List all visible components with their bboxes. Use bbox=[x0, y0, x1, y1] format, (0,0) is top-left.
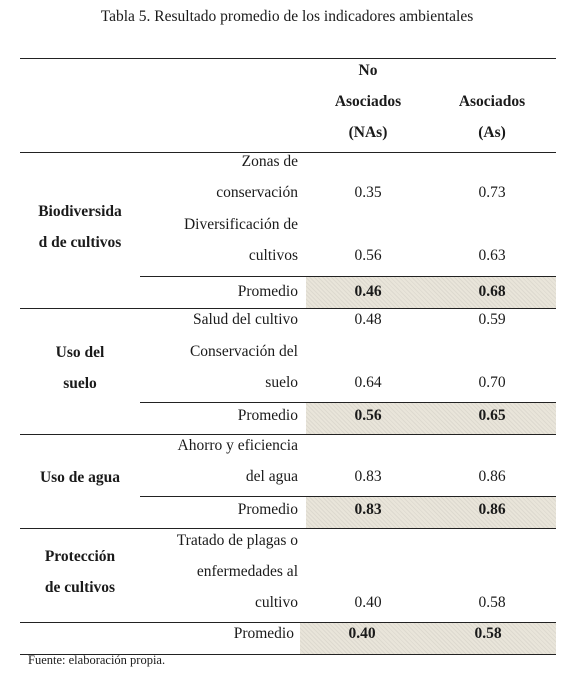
average-nas: 0.46 bbox=[354, 283, 382, 300]
average-label: Promedio bbox=[237, 501, 298, 518]
value-as: 0.59 bbox=[478, 311, 506, 328]
value-as: 0.70 bbox=[478, 374, 506, 391]
category-uso-de-agua: Uso de agua bbox=[39, 469, 121, 486]
indicator-label: Salud del cultivo bbox=[192, 311, 298, 328]
average-nas: 0.83 bbox=[354, 501, 382, 518]
value-nas: 0.83 bbox=[354, 468, 382, 485]
value-nas: 0.35 bbox=[354, 184, 382, 201]
value-nas: 0.64 bbox=[354, 374, 382, 391]
average-label: Promedio bbox=[233, 625, 294, 642]
top-rule bbox=[20, 58, 556, 59]
header-no-asociados: No Asociados (NAs) bbox=[334, 62, 402, 141]
value-nas: 0.48 bbox=[354, 311, 382, 328]
value-as: 0.63 bbox=[478, 247, 506, 264]
value-as: 0.73 bbox=[478, 184, 506, 201]
average-as: 0.58 bbox=[474, 625, 502, 642]
average-label: Promedio bbox=[237, 283, 298, 300]
indicator-label: Diversificación de cultivos bbox=[183, 216, 298, 264]
source-note: Fuente: elaboración propia. bbox=[28, 653, 166, 667]
category-proteccion-de-cultivos: Protección de cultivos bbox=[44, 548, 116, 596]
value-as: 0.58 bbox=[478, 594, 506, 611]
average-as: 0.86 bbox=[478, 501, 506, 518]
indicator-label: Conservación del suelo bbox=[189, 343, 298, 391]
header-asociados: Asociados (As) bbox=[458, 93, 526, 141]
average-nas: 0.40 bbox=[348, 625, 376, 642]
value-nas: 0.56 bbox=[354, 247, 382, 264]
average-as: 0.65 bbox=[478, 407, 506, 424]
indicator-label: Tratado de plagas o enfermedades al cultivo bbox=[176, 532, 298, 611]
average-label: Promedio bbox=[237, 407, 298, 424]
category-biodiversidad: Biodiversida d de cultivos bbox=[38, 203, 122, 251]
category-uso-del-suelo: Uso del suelo bbox=[55, 344, 105, 392]
average-nas: 0.56 bbox=[354, 407, 382, 424]
table-caption: Tabla 5. Resultado promedio de los indicadores ambientales bbox=[100, 8, 474, 25]
value-nas: 0.40 bbox=[354, 594, 382, 611]
indicator-label: Ahorro y eficiencia del agua bbox=[177, 437, 298, 485]
average-as: 0.68 bbox=[478, 283, 506, 300]
value-as: 0.86 bbox=[478, 468, 506, 485]
indicator-label: Zonas de conservación bbox=[216, 153, 298, 201]
